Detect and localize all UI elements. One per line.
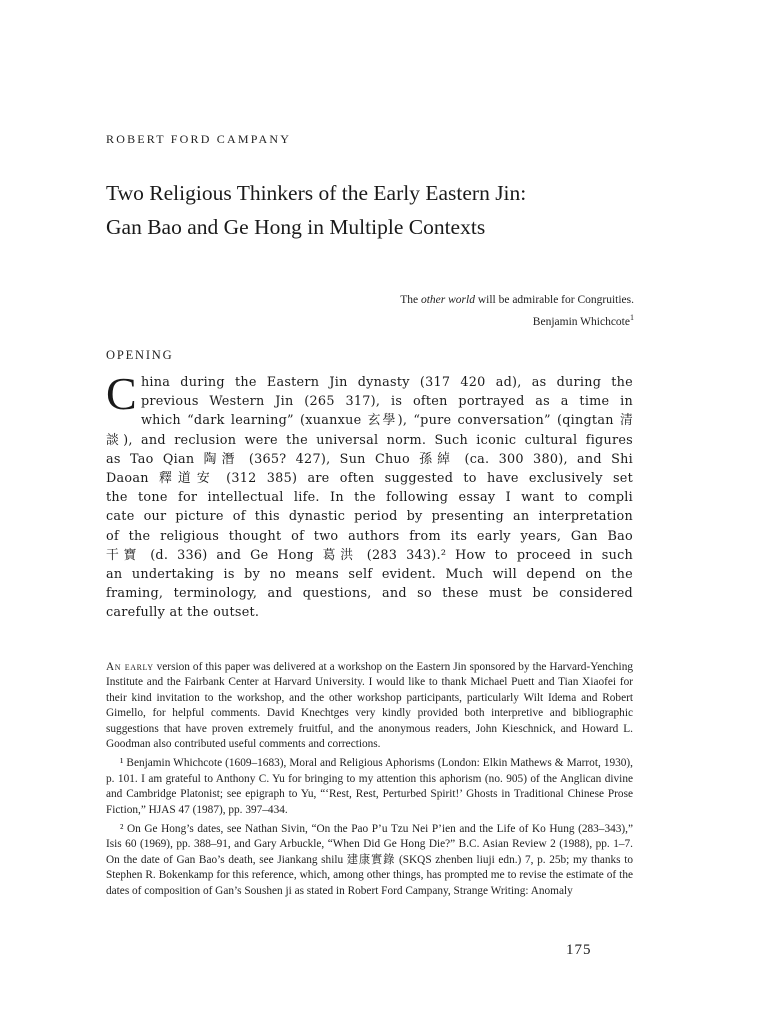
body-line: 談), and reclusion were the universal norm. Such iconic cultural figures	[106, 432, 633, 448]
acknowledgment-lead: An early	[106, 661, 154, 673]
body-line: as Tao Qian 陶潛 (365? 427), Sun Chuo 孫綽 (ca. 300 380), and Shi	[106, 451, 633, 467]
body-line: framing, terminology, and questions, and so these must be considered	[106, 586, 633, 602]
acknowledgment-text: version of this paper was delivered at a workshop on the Eastern Jin sponsored by the Harvard-Yenching Institute and the Fairbank Center at Harvard University. I would like to thank Michael Puett and Tian Xiaofei for their kind invitation to the workshop, and the other workshop participants, particularly Wilt Idema and Robert Gimello, for helpful comments. David Knechtges very kindly provided both interpretive and bibliographic suggestions that have proven extremely fruitful, and the anonymous readers, John Kieschnick, and Howard L. Goodman also contributed useful comments and corrections.	[106, 661, 633, 751]
section-heading: OPENING	[106, 348, 174, 362]
epigraph-quote-emphasis: other world	[420, 294, 475, 306]
body-line: previous Western Jin (265 317), is often portrayed as a time in	[140, 394, 633, 410]
body-line: the tone for intellectual life. In the following essay I want to compli	[106, 490, 633, 506]
epigraph-attribution	[400, 309, 634, 331]
footnotes	[106, 660, 633, 903]
body-paragraph	[106, 368, 633, 622]
title-line-2: Gan Bao and Ge Hong in Multiple Contexts	[106, 215, 486, 239]
page-number: 175	[566, 942, 592, 958]
footnote-2: ² On Ge Hong’s dates, see Nathan Sivin, “On the Pao P’u Tzu Nei P’ien and the Life of Ko Hung (283–343),” Isis 60 (1969), pp. 388–91, and Gary Arbuckle, “When Did Ge Hong Die?” B.C. Asian Review 2 (1988), pp. 1–7. On the date of Gan Bao’s death, see Jiankang shilu 建康實錄 (SKQS zhenben liuji edn.) 7, p. 25b; my thanks to Stephen R. Bokenkamp for this reference, which, among other things, has prompted me to revise the estimate of the dates of composition of Gan’s Soushen ji as stated in Robert Ford Campany, Strange Writing: Anomaly	[106, 823, 633, 897]
footnote-1: ¹ Benjamin Whichcote (1609–1683), Moral and Religious Aphorisms (London: Elkin Mathews & Marrot, 1930), p. 101. I am grateful to Anthony C. Yu for bringing to my attention this aphorism (no. 905) of the Anglican divine and Cambridge Platonist; see epigraph to Yu, “‘Rest, Rest, Perturbed Spirit!’ Ghosts in Traditional Chinese Prose Fiction,” HJAS 47 (1987), pp. 397–434.	[106, 757, 633, 816]
body-line: cate our picture of this dynastic period by presenting an interpretation	[106, 509, 633, 525]
footnote-ref-1: 1	[630, 313, 634, 322]
acknowledgment-note	[106, 660, 633, 752]
article-title	[106, 176, 666, 244]
epigraph-quote	[400, 292, 634, 309]
body-line: 干寶 (d. 336) and Ge Hong 葛洪 (283 343).² How to proceed in such	[106, 547, 633, 563]
epigraph-quote-end: will be admirable for Congruities.	[474, 294, 634, 306]
body-line: Daoan 釋道安 (312 385) are often suggested to have exclusively set	[106, 470, 633, 486]
body-line: carefully at the outset.	[106, 605, 260, 621]
epigraph-quote-start: The	[400, 294, 421, 306]
body-line: which “dark learning” (xuanxue 玄學), “pure conversation” (qingtan 清	[140, 413, 633, 429]
title-line-1: Two Religious Thinkers of the Early Eastern Jin:	[106, 181, 527, 205]
body-line: hina during the Eastern Jin dynasty (317 420 ad), as during the	[140, 375, 633, 390]
author-name: ROBERT FORD CAMPANY	[106, 132, 292, 146]
body-line: of the religious thought of two authors from its early years, Gan Bao	[106, 528, 633, 544]
epigraph-author: Benjamin Whichcote	[532, 315, 630, 328]
epigraph	[400, 292, 634, 331]
body-line: an undertaking is by no means self evident. Much will depend on the	[106, 566, 633, 582]
drop-cap: C	[106, 368, 137, 419]
